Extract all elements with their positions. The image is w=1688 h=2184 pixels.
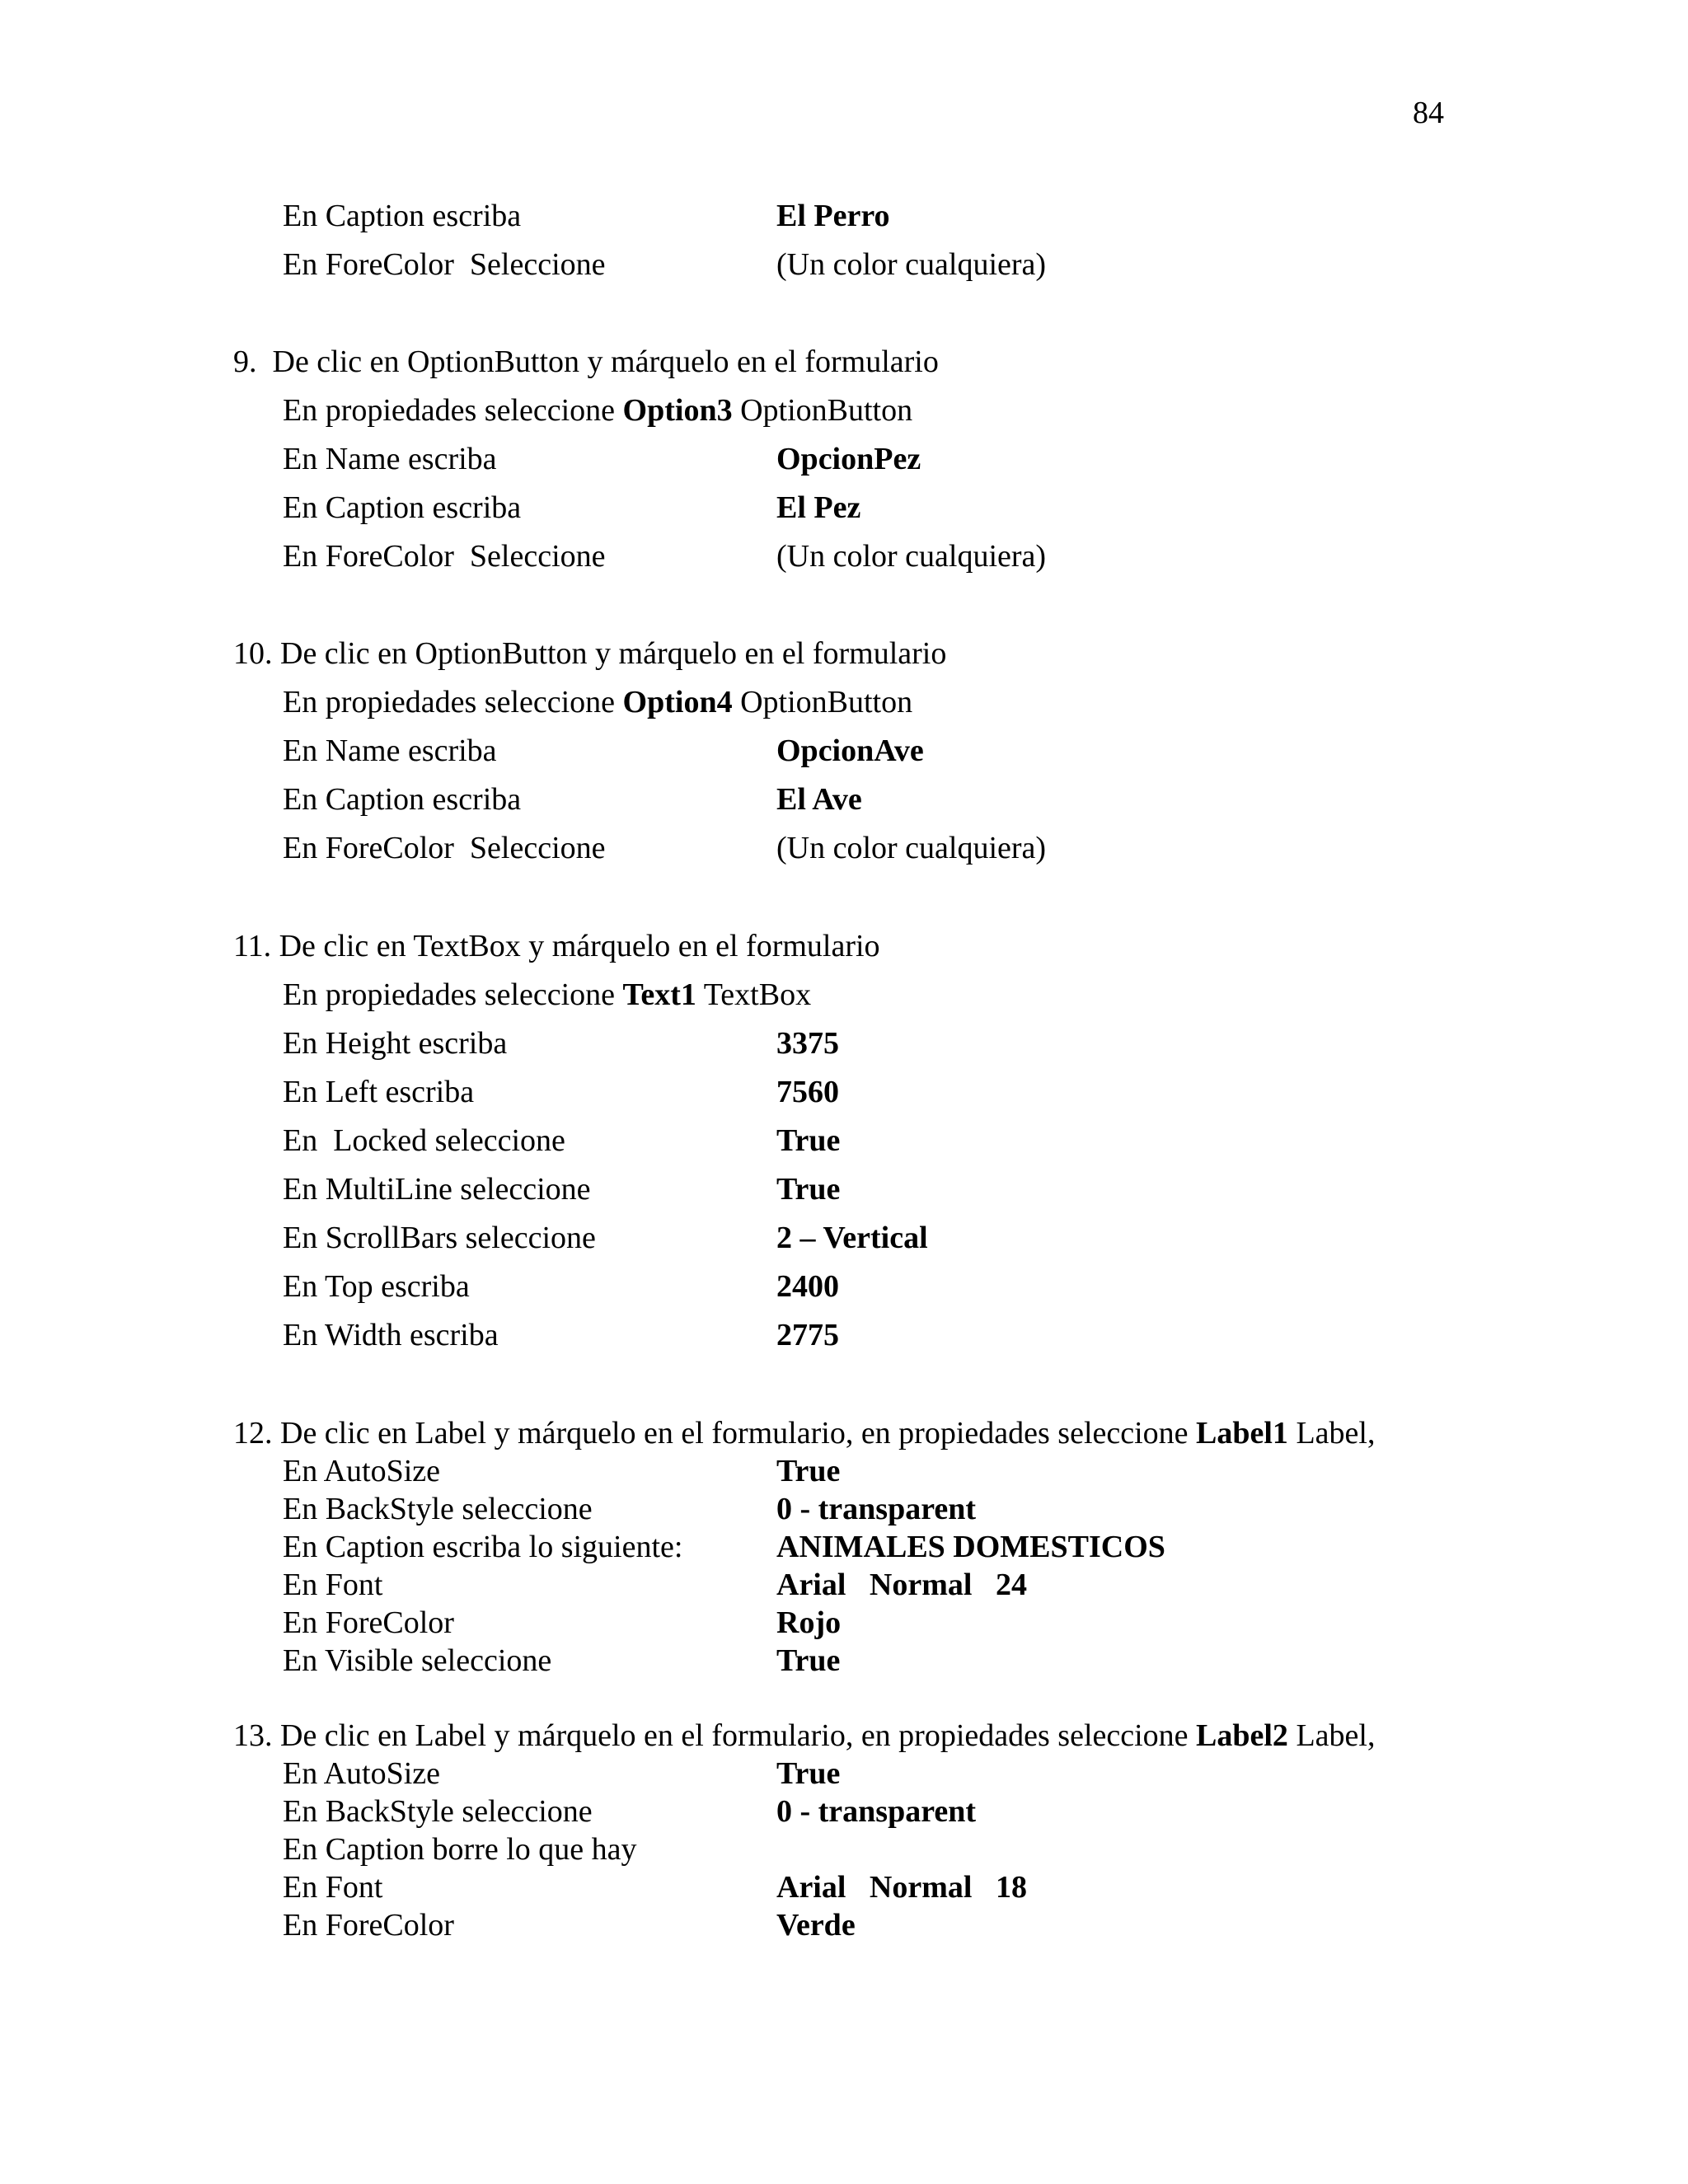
property-label: En Name escriba — [283, 733, 497, 768]
property-label: En BackStyle seleccione — [283, 1492, 593, 1526]
property-value: True — [776, 1756, 841, 1791]
property-label: En Font — [283, 1568, 383, 1602]
property-label: En Font — [283, 1870, 383, 1905]
property-label: En Caption borre lo que hay — [283, 1832, 637, 1867]
step-heading: 11. De clic en TextBox y márquelo en el formulario — [233, 929, 880, 963]
property-label: En Top escriba — [283, 1269, 470, 1304]
step-heading: 12. De clic en Label y márquelo en el formulario, en propiedades seleccione Label1 Label, — [233, 1416, 1376, 1451]
property-label: En ForeColor — [283, 1605, 454, 1640]
property-value: Arial Normal 24 — [776, 1568, 1027, 1602]
property-label: En ForeColor Seleccione — [283, 539, 606, 574]
property-value: Rojo — [776, 1605, 842, 1640]
property-value: El Perro — [776, 199, 890, 233]
property-label: En Width escriba — [283, 1318, 499, 1352]
property-value: 0 - transparent — [776, 1492, 977, 1526]
property-value: (Un color cualquiera) — [776, 247, 1047, 282]
property-label: En ScrollBars seleccione — [283, 1221, 596, 1255]
property-label: En Height escriba — [283, 1026, 508, 1061]
step-heading: 9. De clic en OptionButton y márquelo en el formulario — [233, 344, 939, 379]
page-number: 84 — [1413, 96, 1444, 130]
property-value: 7560 — [776, 1075, 839, 1109]
property-value: 2775 — [776, 1318, 839, 1352]
property-value: Arial Normal 18 — [776, 1870, 1027, 1905]
property-label: En Caption escriba — [283, 199, 522, 233]
property-label: En Caption escriba — [283, 490, 522, 525]
property-label: En AutoSize — [283, 1756, 441, 1791]
property-value: OpcionPez — [776, 442, 921, 476]
property-label: En Name escriba — [283, 442, 497, 476]
property-value: Verde — [776, 1908, 856, 1943]
property-value: (Un color cualquiera) — [776, 539, 1047, 574]
property-label: En Locked seleccione — [283, 1123, 565, 1158]
property-value: True — [776, 1643, 841, 1678]
property-value: 3375 — [776, 1026, 839, 1061]
property-value: 2 – Vertical — [776, 1221, 928, 1255]
select-line: En propiedades seleccione Option4 OptionButton — [283, 685, 913, 719]
property-value: El Ave — [776, 782, 862, 817]
property-value: True — [776, 1123, 841, 1158]
property-value: OpcionAve — [776, 733, 924, 768]
property-label: En Caption escriba lo siguiente: — [283, 1530, 683, 1564]
property-value: 0 - transparent — [776, 1794, 977, 1829]
step-heading: 10. De clic en OptionButton y márquelo en el formulario — [233, 636, 947, 671]
step-heading: 13. De clic en Label y márquelo en el formulario, en propiedades seleccione Label2 Label, — [233, 1718, 1376, 1753]
property-value: (Un color cualquiera) — [776, 831, 1047, 865]
property-value: True — [776, 1454, 841, 1488]
property-label: En Caption escriba — [283, 782, 522, 817]
property-value: True — [776, 1172, 841, 1207]
property-value: ANIMALES DOMESTICOS — [776, 1530, 1165, 1564]
select-line: En propiedades seleccione Option3 OptionButton — [283, 393, 913, 428]
property-label: En ForeColor Seleccione — [283, 831, 606, 865]
property-label: En BackStyle seleccione — [283, 1794, 593, 1829]
property-label: En Visible seleccione — [283, 1643, 552, 1678]
property-label: En ForeColor Seleccione — [283, 247, 606, 282]
property-value: 2400 — [776, 1269, 839, 1304]
property-label: En Left escriba — [283, 1075, 475, 1109]
property-label: En ForeColor — [283, 1908, 454, 1943]
property-value: El Pez — [776, 490, 861, 525]
property-label: En MultiLine seleccione — [283, 1172, 591, 1207]
select-line: En propiedades seleccione Text1 TextBox — [283, 977, 812, 1012]
property-label: En AutoSize — [283, 1454, 441, 1488]
